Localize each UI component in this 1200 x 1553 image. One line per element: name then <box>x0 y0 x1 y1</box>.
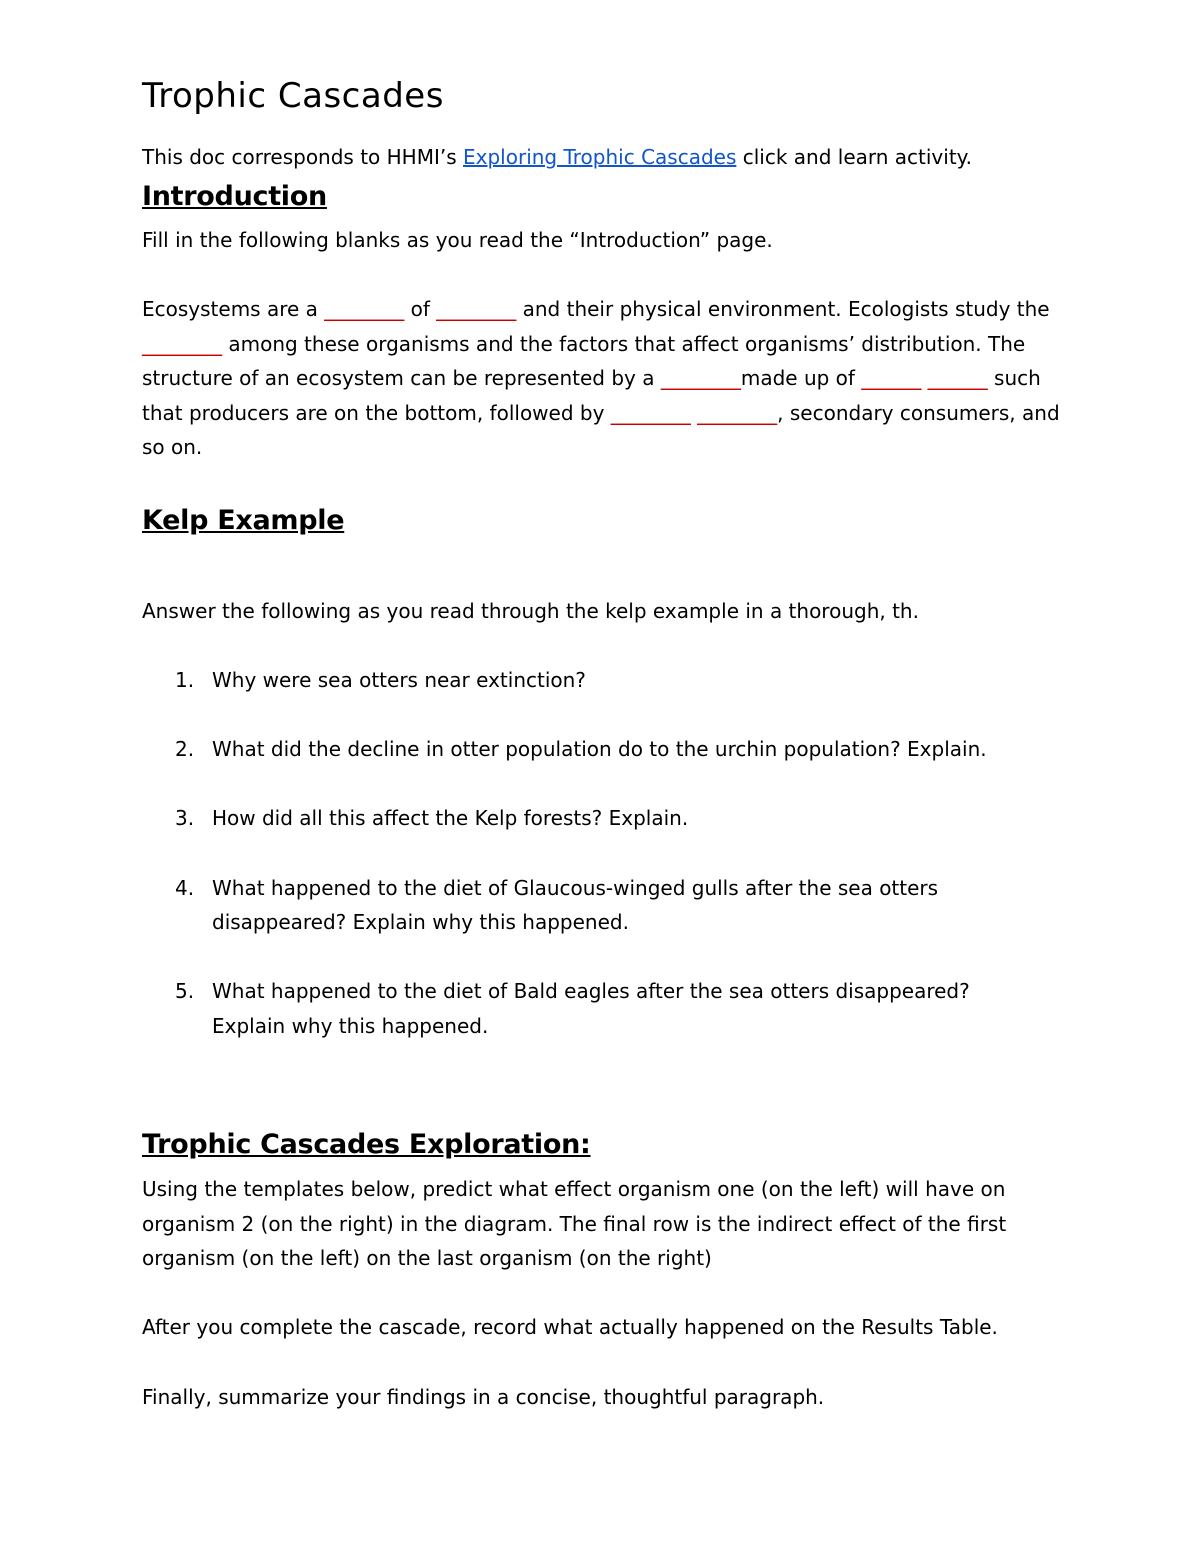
fill-in-blank[interactable]: ________ <box>142 331 222 356</box>
fill-in-text: among these organisms and the factors that affect organisms’ distribution. The structure of an ecosystem can be represented by a <box>142 331 1026 391</box>
exploration-heading: Trophic Cascades Exploration: <box>142 1129 591 1160</box>
question-item <box>142 732 1012 767</box>
fill-in-blank[interactable]: ________ ________ <box>610 400 778 425</box>
exploration-paragraph: After you complete the cascade, record what actually happened on the Results Table. <box>142 1315 998 1340</box>
fill-in-text: made up of <box>740 366 862 391</box>
question-text: What did the decline in otter population do to the urchin population? Explain. <box>212 737 987 762</box>
question-text: What happened to the diet of Glaucous-winged gulls after the sea otters disappeared? Explain why this happened. <box>212 875 939 935</box>
question-number: 5. <box>175 979 195 1004</box>
subtitle-suffix: click and learn activity. <box>736 145 973 169</box>
question-number: 1. <box>175 668 195 692</box>
fill-in-text: Ecosystems are a <box>142 297 325 321</box>
fill-in-paragraph <box>142 292 1072 465</box>
fill-in-text: and their physical environment. Ecologists study the <box>516 297 1050 321</box>
question-item <box>142 801 1012 836</box>
introduction-instruction: Fill in the following blanks as you read the “Introduction” page. <box>142 228 773 252</box>
fill-in-text: such that producers are on the bottom, followed by <box>142 366 1041 425</box>
exploration-paragraph: Finally, summarize your findings in a concise, thoughtful paragraph. <box>142 1384 825 1409</box>
question-number: 4. <box>175 875 195 900</box>
fill-in-text: , secondary consumers, and so on. <box>142 400 1060 460</box>
subtitle-line <box>142 140 972 175</box>
question-text: How did all this affect the Kelp forests? Explain. <box>212 806 689 831</box>
fill-in-blank[interactable]: ________ <box>324 297 405 321</box>
fill-in-blank[interactable]: ________ <box>660 366 741 391</box>
subtitle-prefix: This doc corresponds to HHMI’s <box>142 145 464 169</box>
kelp-instruction: Answer the following as you read through the kelp example in a thorough, th. <box>142 599 919 623</box>
question-item <box>142 974 1012 1043</box>
exploration-text <box>142 1172 1072 1449</box>
fill-in-blank[interactable]: ________ <box>436 297 517 321</box>
question-text: What happened to the diet of Bald eagles after the sea otters disappeared? Explain why this happened. <box>212 979 970 1038</box>
exploring-trophic-cascades-link[interactable]: Exploring Trophic Cascades <box>463 145 737 169</box>
question-number: 3. <box>175 806 195 831</box>
introduction-heading: Introduction <box>142 181 327 212</box>
kelp-example-heading: Kelp Example <box>142 505 345 536</box>
exploration-paragraph: Using the templates below, predict what effect organism one (on the left) will have on organism 2 (on the right) in the diagram. The final row is the indirect effect of the first organism (on the left) on the last organism (on the right) <box>142 1177 1007 1271</box>
fill-in-blank[interactable]: ______ ______ <box>861 366 988 391</box>
question-text: Why were sea otters near extinction? <box>212 668 586 692</box>
page-title: Trophic Cascades <box>142 76 444 116</box>
fill-in-text: of <box>404 297 437 321</box>
question-item <box>142 871 1012 940</box>
question-item <box>142 663 1012 698</box>
question-number: 2. <box>175 737 195 762</box>
question-list <box>142 663 1072 1078</box>
